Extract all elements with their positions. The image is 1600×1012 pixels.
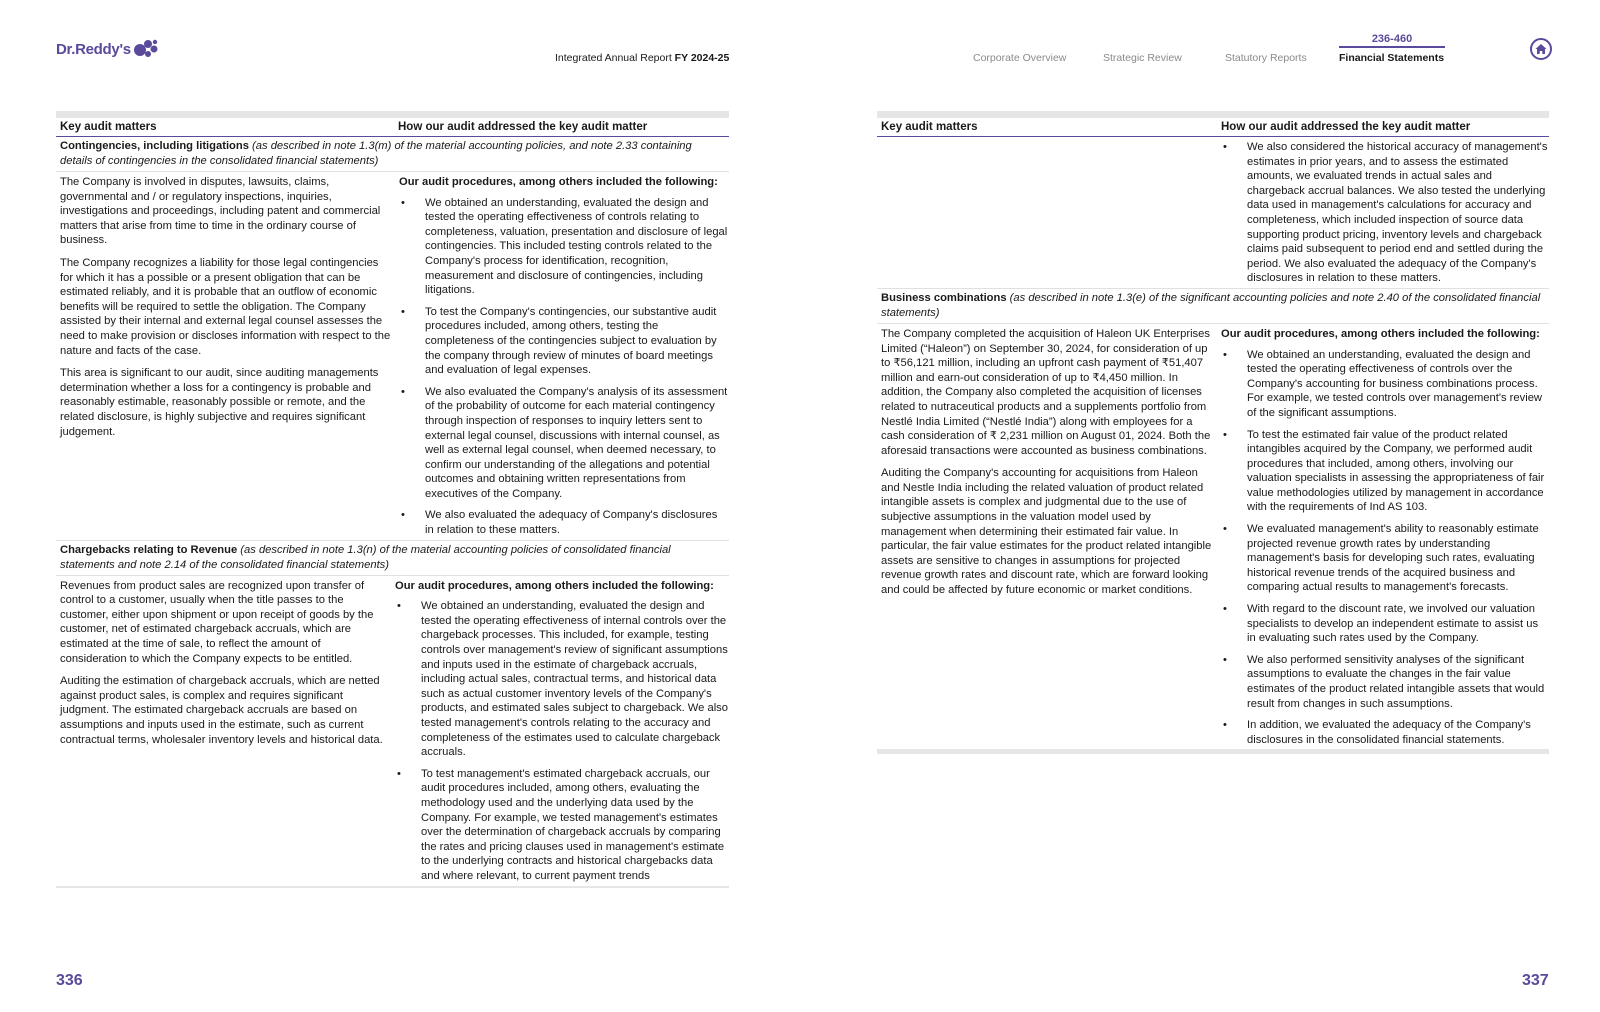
list-item: • With regard to the discount rate, we involved our valuation specialists to develop an independent estimate to assist us in evaluating such rates used by the Company.	[1221, 602, 1549, 646]
list-item: • To test the Company's contingencies, our substantive audit procedures included, among others, testing the completeness of the contingencies subject to evaluation by the company through review of minutes of board meetings and evaluation of legal expenses.	[399, 305, 729, 378]
procedures-heading: Our audit procedures, among others included the following:	[1221, 327, 1540, 340]
section-title-note: (as described in note 1.3(n) of the material accounting policies of consolidated financial statements and note 2.14 of the consolidated financial statements)	[60, 543, 671, 571]
section-title-bold: Business combinations	[881, 291, 1007, 304]
matter-paragraph: This area is significant to our audit, since auditing managements determination whether a loss for a contingency is probable and reasonably estimable, reasonably possible or remote, and the related disclosure, is highly subjective and requires significant judgement.	[60, 367, 379, 438]
page-range-label: 236-460	[1339, 33, 1445, 48]
table-row	[877, 324, 1549, 749]
list-item: • We also evaluated the adequacy of Company's disclosures in relation to these matters.	[399, 508, 729, 537]
report-title	[555, 52, 729, 64]
col-how-addressed: How our audit addressed the key audit matter	[398, 121, 648, 133]
col-key-audit-matters: Key audit matters	[60, 121, 157, 133]
section-title-bold: Chargebacks relating to Revenue	[60, 543, 238, 556]
table-row	[877, 137, 1549, 288]
table-row	[56, 576, 729, 886]
page-number-right: 337	[1522, 972, 1549, 989]
list-item: • We obtained an understanding, evaluated the design and tested the operating effectiveness of controls relating to completeness, valuation, presentation and disclosure of legal contingencies. This included testing controls related to the Company's process for identification, recognition, measurement and disclosure of contingencies, including litigations.	[399, 196, 729, 298]
report-title-year: FY 2024-25	[674, 52, 730, 64]
table-header	[877, 118, 1549, 137]
list-item: • To test management's estimated chargeback accruals, our audit procedures included, among others, evaluating the methodology used and the underlying data used by the Company. For example, we tested management's estimates over the determination of chargeback accruals by comparing the rates and pricing clauses used in management's estimate to the underlying contracts and historical chargebacks data and where relevant, to current payment trends	[395, 767, 729, 884]
section-title-chargebacks	[56, 540, 729, 576]
section-title-business-combinations	[877, 288, 1549, 324]
matter-paragraph: Auditing the estimation of chargeback accruals, which are netted against product sales, is complex and requires significant judgment. The estimated chargeback accruals are based on assumptions and inputs used in the estimate, such as current contractual terms, wholesaler inventory levels and historical data.	[60, 675, 383, 746]
table-header	[56, 118, 729, 137]
audit-matters-table-left	[56, 111, 729, 888]
section-title-contingencies	[56, 137, 729, 172]
matter-paragraph: The Company is involved in disputes, lawsuits, claims, governmental and / or regulatory inspections, inquiries, investigations and proceedings, including patent and commercial matters that arise from time to time in the ordinary course of business.	[60, 176, 381, 247]
list-item: • We obtained an understanding, evaluated the design and tested the operating effectiveness of controls over the Company's accounting for business combinations process. For example, we tested controls over management's review of the significant assumptions.	[1221, 348, 1549, 421]
list-item: • In addition, we evaluated the adequacy of the Company's disclosures in the consolidated financial statements.	[1221, 718, 1549, 747]
home-icon[interactable]	[1530, 38, 1552, 60]
company-logo[interactable]	[56, 38, 159, 60]
table-bottom-rule	[877, 749, 1549, 754]
list-item: • We evaluated management's ability to reasonably estimate projected revenue growth rates by understanding management's basis for developing such rates, evaluating historical revenue trends of the acquired business and comparing actual results to management's forecasts.	[1221, 522, 1549, 595]
logo-text: Dr.Reddy's	[56, 40, 131, 58]
table-bottom-rule	[56, 886, 729, 888]
matter-paragraph: Auditing the Company's accounting for acquisitions from Haleon and Nestle India including the related valuation of product related intangible assets is complex and judgmental due to the use of subjective assumptions in the valuation model used by management when determining their estimated fair value. In particular, the fair value estimates for the product related intangible assets are sensitive to changes in assumptions for projected revenue growth rates and discount rate, which are forward looking and could be affected by future economic or market conditions.	[881, 467, 1212, 597]
page-number-left: 336	[56, 972, 83, 989]
list-item: • We also evaluated the Company's analysis of its assessment of the probability of outcome for each material contingency through inspection of responses to inquiry letters sent to external legal counsel, discussions with internal counsel, as well as external legal counsel, when deemed necessary, to confirm our understanding of the allegations and potential outcomes and obtaining written representations from executives of the Company.	[399, 385, 729, 502]
col-how-addressed: How our audit addressed the key audit matter	[1221, 121, 1471, 133]
section-title-note: (as described in note 1.3(m) of the material accounting policies, and note 2.33 containing details of contingencies in the consolidated financial statements)	[60, 140, 692, 167]
audit-matters-table-right	[877, 111, 1549, 754]
table-row	[56, 172, 729, 540]
procedures-heading: Our audit procedures, among others included the following:	[395, 579, 714, 592]
logo-mark-icon	[133, 38, 159, 60]
section-title-bold: Contingencies, including litigations	[60, 140, 249, 152]
section-title-note: (as described in note 1.3(e) of the significant accounting policies and note 2.40 of the consolidated financial statements)	[881, 291, 1541, 319]
list-item: • To test the estimated fair value of the product related intangibles acquired by the Company, we performed audit procedures that included, among others, involving our valuation specialists in assessing the appropriateness of fair value methodologies utilized by management in accordance with the requirements of Ind AS 103.	[1221, 428, 1549, 516]
nav-statutory-reports[interactable]: Statutory Reports	[1225, 52, 1307, 64]
procedures-heading: Our audit procedures, among others included the following:	[399, 176, 718, 188]
matter-paragraph: Revenues from product sales are recognized upon transfer of control to a customer, usually when the title passes to the customer, either upon shipment or upon receipt of goods by the customer, net of estimated chargeback accruals, which are estimated at the time of sale, to reflect the amount of consideration to which the Company expects to be entitled.	[60, 579, 374, 665]
matter-paragraph: The Company completed the acquisition of Haleon UK Enterprises Limited (“Haleon”) on September 30, 2024, for consideration of up to ₹56,121 million, including an upfront cash payment of ₹51,407 million and earn-out consideration of up to ₹4,450 million. In addition, the Company also completed the acquisition of licenses related to nutraceutical products and a supplements portfolio from Nestlé India Limited (“Nestlé India”) along with employees for a cash consideration of ₹ 2,231 million on August 01, 2024. Both the aforesaid transactions were accounted as business combinations.	[881, 327, 1211, 457]
report-title-prefix: Integrated Annual Report	[555, 52, 675, 64]
nav-corporate-overview[interactable]: Corporate Overview	[973, 52, 1067, 64]
list-item: • We obtained an understanding, evaluated the design and tested the operating effectiveness of internal controls over the chargeback processes. This included, for example, testing controls over management's review of significant assumptions and inputs used in the estimate of chargeback accruals, including actual sales, contractual terms, and historical data such as actual customer inventory levels of the Company's products, and estimated sales subject to chargeback. We also tested management's controls relating to the accuracy and completeness of the estimates used to calculate chargeback accruals.	[395, 599, 729, 760]
nav-strategic-review[interactable]: Strategic Review	[1103, 52, 1182, 64]
col-key-audit-matters: Key audit matters	[881, 121, 978, 133]
matter-paragraph: The Company recognizes a liability for those legal contingencies for which it has a possible or a present obligation that can be estimated reliably, and it is probable that an outflow of economic benefits will be required to settle the obligation. The Company assisted by their internal and external legal counsel assesses the need to make provision or discloses information with respect to the nature and facts of the case.	[60, 256, 391, 357]
nav-financial-statements[interactable]: Financial Statements	[1339, 52, 1445, 64]
list-item: • We also considered the historical accuracy of management's estimates in prior years, and to assess the estimated amounts, we evaluated trends in actual sales and chargeback accrual balances. We also tested the underlying data used in management's calculations for accuracy and completeness, which included inspection of source data supporting product pricing, inventory levels and chargeback claims paid subsequent to period end and settled during the period. We also evaluated the adequacy of the Company's disclosures in relation to these matters.	[1221, 140, 1549, 286]
list-item: • We also performed sensitivity analyses of the significant assumptions to evaluate the changes in the fair value estimates of the product related intangible assets that would result from changes in such assumptions.	[1221, 653, 1549, 711]
